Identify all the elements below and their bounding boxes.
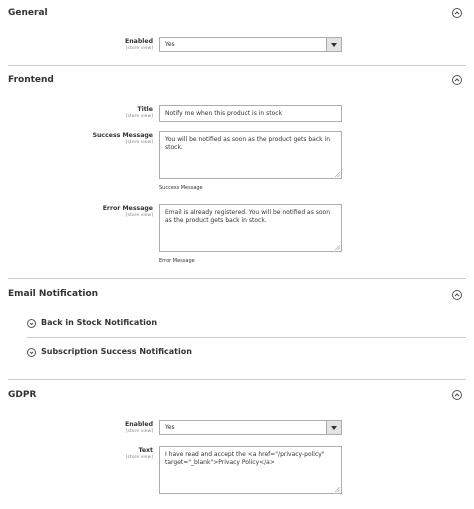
frontend-error-note: Error Message (159, 258, 195, 264)
gdpr-enabled-select[interactable] (159, 420, 342, 435)
section-title-frontend[interactable]: Frontend (8, 75, 54, 85)
chevron-down-icon[interactable] (27, 348, 36, 357)
gdpr-text-textarea[interactable] (159, 446, 342, 494)
resize-grip-icon[interactable] (335, 245, 340, 250)
frontend-success-value: You will be notified as soon as the product gets back in stock. (165, 136, 331, 151)
chevron-up-icon[interactable] (452, 390, 462, 400)
gdpr-text-scope: [store view] (125, 455, 153, 460)
section-title-gdpr[interactable]: GDPR (8, 390, 37, 400)
resize-grip-icon[interactable] (335, 487, 340, 492)
divider (8, 278, 466, 279)
triangle-down-icon[interactable] (326, 421, 341, 434)
chevron-down-icon[interactable] (27, 319, 36, 328)
frontend-success-note: Success Message (159, 185, 203, 191)
frontend-error-label: Error Message (102, 205, 153, 212)
frontend-title-label: Title (137, 106, 153, 113)
chevron-up-icon[interactable] (452, 75, 462, 85)
general-enabled-value: Yes (165, 41, 175, 48)
chevron-up-icon[interactable] (452, 8, 462, 18)
group-back-in-stock-notification[interactable]: Back in Stock Notification (41, 318, 158, 327)
frontend-error-textarea[interactable] (159, 204, 342, 252)
divider (8, 65, 466, 66)
gdpr-enabled-value: Yes (165, 424, 175, 431)
gdpr-enabled-scope: [store view] (125, 429, 153, 434)
frontend-title-scope: [store view] (125, 114, 153, 119)
divider (8, 379, 466, 380)
frontend-success-scope: [store view] (125, 140, 153, 145)
gdpr-enabled-label: Enabled (125, 421, 153, 428)
resize-grip-icon[interactable] (335, 172, 340, 177)
divider (27, 337, 466, 338)
triangle-down-icon[interactable] (326, 38, 341, 51)
general-enabled-select[interactable] (159, 37, 342, 52)
section-title-email-notification[interactable]: Email Notification (8, 289, 99, 299)
frontend-title-input[interactable]: Notify me when this product is in stock (159, 105, 342, 122)
general-enabled-label: Enabled (125, 38, 153, 45)
general-enabled-scope: [store view] (125, 46, 153, 51)
gdpr-text-value: I have read and accept the <a href="/privacy-policy" target="_blank">Privacy Policy</a> (165, 451, 325, 466)
group-subscription-success-notification[interactable]: Subscription Success Notification (41, 347, 192, 356)
section-title-general[interactable]: General (8, 8, 48, 18)
frontend-success-label: Success Message (92, 132, 153, 139)
frontend-success-textarea[interactable] (159, 131, 342, 179)
frontend-error-value: Email is already registered. You will be notified as soon as the product gets back in stock. (165, 209, 331, 224)
chevron-up-icon[interactable] (452, 290, 462, 300)
gdpr-text-label: Text (138, 447, 153, 454)
frontend-error-scope: [store view] (125, 213, 153, 218)
